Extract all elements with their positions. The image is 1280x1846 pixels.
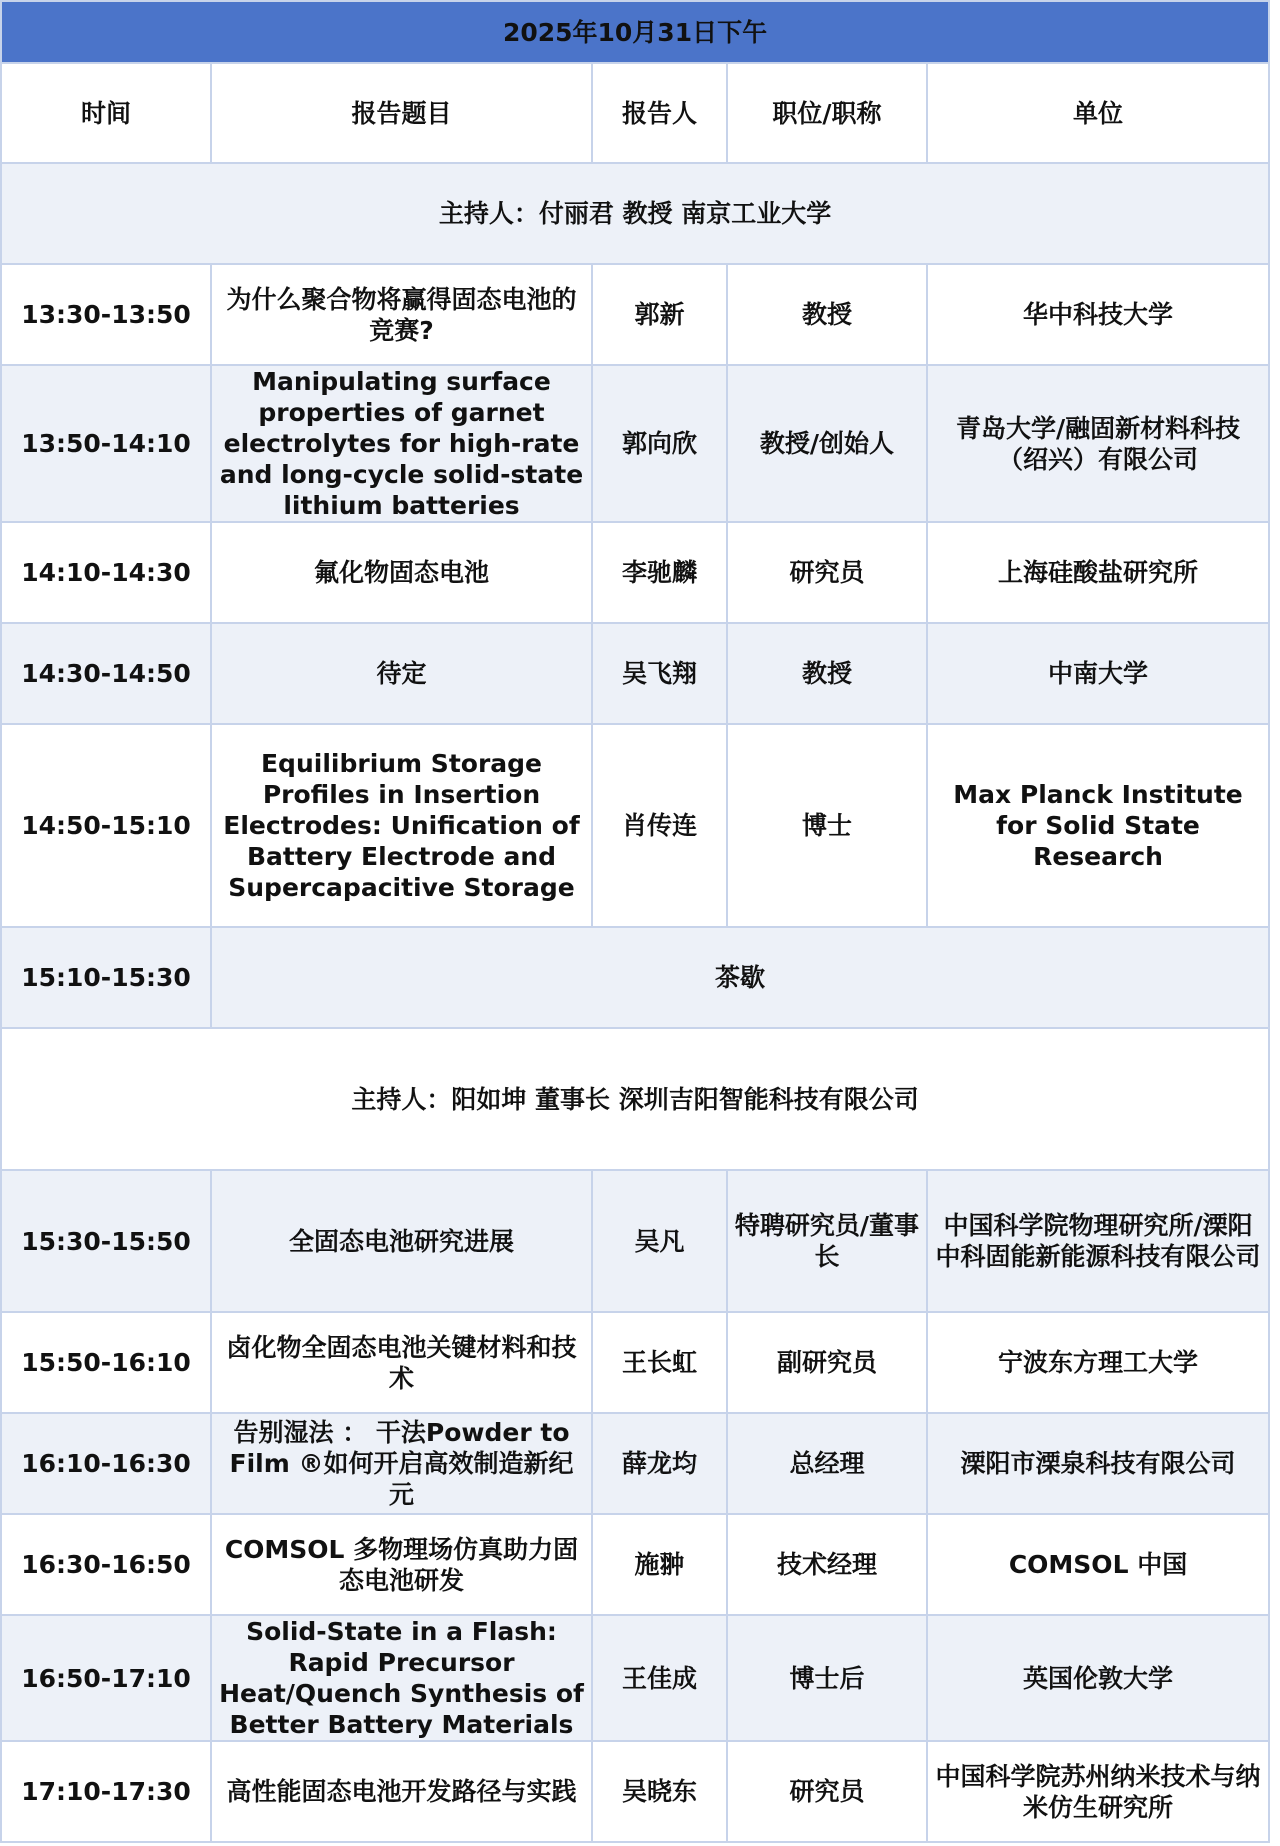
position-cell: 博士 xyxy=(727,724,927,927)
organization-cell: Max Planck Institute for Solid State Research xyxy=(927,724,1269,927)
header-row xyxy=(1,63,1269,163)
topic-cell: 卤化物全固态电池关键材料和技术 xyxy=(211,1312,592,1413)
speaker-cell: 吴晓东 xyxy=(592,1741,727,1842)
position-cell: 博士后 xyxy=(727,1615,927,1741)
topic-cell: 待定 xyxy=(211,623,592,724)
organization-cell: 青岛大学/融固新材料科技（绍兴）有限公司 xyxy=(927,365,1269,522)
position-cell: 总经理 xyxy=(727,1413,927,1514)
topic-cell: 高性能固态电池开发路径与实践 xyxy=(211,1741,592,1842)
speaker-cell: 吴飞翔 xyxy=(592,623,727,724)
time-cell: 13:30-13:50 xyxy=(1,264,211,365)
speaker-cell: 施翀 xyxy=(592,1514,727,1615)
table-row xyxy=(1,365,1269,522)
topic-cell: 为什么聚合物将赢得固态电池的竞赛? xyxy=(211,264,592,365)
time-cell: 16:30-16:50 xyxy=(1,1514,211,1615)
header-position: 职位/职称 xyxy=(727,63,927,163)
break-label: 茶歇 xyxy=(211,927,1269,1028)
organization-cell: 宁波东方理工大学 xyxy=(927,1312,1269,1413)
speaker-cell: 薛龙均 xyxy=(592,1413,727,1514)
time-cell: 14:50-15:10 xyxy=(1,724,211,927)
organization-cell: 中南大学 xyxy=(927,623,1269,724)
organization-cell: 中国科学院物理研究所/溧阳中科固能新能源科技有限公司 xyxy=(927,1170,1269,1312)
position-cell: 研究员 xyxy=(727,1741,927,1842)
organization-cell: 溧阳市溧泉科技有限公司 xyxy=(927,1413,1269,1514)
position-cell: 教授 xyxy=(727,264,927,365)
header-topic: 报告题目 xyxy=(211,63,592,163)
time-cell: 14:10-14:30 xyxy=(1,522,211,623)
topic-cell: COMSOL 多物理场仿真助力固态电池研发 xyxy=(211,1514,592,1615)
topic-cell: 氟化物固态电池 xyxy=(211,522,592,623)
time-cell: 16:10-16:30 xyxy=(1,1413,211,1514)
topic-cell: 告别湿法 ： 干法Powder to Film ®如何开启高效制造新纪元 xyxy=(211,1413,592,1514)
topic-cell: Equilibrium Storage Profiles in Insertion Electrodes: Unification of Battery Electrode and Supercapacitive Storage xyxy=(211,724,592,927)
speaker-cell: 肖传连 xyxy=(592,724,727,927)
topic-cell: 全固态电池研究进展 xyxy=(211,1170,592,1312)
position-cell: 副研究员 xyxy=(727,1312,927,1413)
table-row xyxy=(1,264,1269,365)
table-row xyxy=(1,1514,1269,1615)
speaker-cell: 王佳成 xyxy=(592,1615,727,1741)
time-cell: 15:50-16:10 xyxy=(1,1312,211,1413)
table-row xyxy=(1,1413,1269,1514)
position-cell: 特聘研究员/董事长 xyxy=(727,1170,927,1312)
time-cell: 16:50-17:10 xyxy=(1,1615,211,1741)
organization-cell: 华中科技大学 xyxy=(927,264,1269,365)
time-cell: 13:50-14:10 xyxy=(1,365,211,522)
table-row xyxy=(1,1615,1269,1741)
topic-cell: Manipulating surface properties of garnet electrolytes for high-rate and long-cycle solid-state lithium batteries xyxy=(211,365,592,522)
header-speaker: 报告人 xyxy=(592,63,727,163)
organization-cell: 中国科学院苏州纳米技术与纳米仿生研究所 xyxy=(927,1741,1269,1842)
table-row xyxy=(1,623,1269,724)
time-cell: 14:30-14:50 xyxy=(1,623,211,724)
table-row xyxy=(1,1741,1269,1842)
position-cell: 技术经理 xyxy=(727,1514,927,1615)
session-chair: 主持人：阳如坤 董事长 深圳吉阳智能科技有限公司 xyxy=(1,1028,1269,1170)
table-row xyxy=(1,522,1269,623)
time-cell: 17:10-17:30 xyxy=(1,1741,211,1842)
time-cell: 15:30-15:50 xyxy=(1,1170,211,1312)
speaker-cell: 郭新 xyxy=(592,264,727,365)
speaker-cell: 王长虹 xyxy=(592,1312,727,1413)
topic-cell: Solid-State in a Flash: Rapid Precursor Heat/Quench Synthesis of Better Battery Materials xyxy=(211,1615,592,1741)
position-cell: 教授/创始人 xyxy=(727,365,927,522)
title-row xyxy=(1,1,1269,63)
break-time: 15:10-15:30 xyxy=(1,927,211,1028)
schedule-title: 2025年10月31日下午 xyxy=(1,1,1269,63)
position-cell: 教授 xyxy=(727,623,927,724)
table-row xyxy=(1,1170,1269,1312)
table-row xyxy=(1,724,1269,927)
speaker-cell: 李驰麟 xyxy=(592,522,727,623)
organization-cell: COMSOL 中国 xyxy=(927,1514,1269,1615)
session-chair-row xyxy=(1,163,1269,264)
session-chair: 主持人：付丽君 教授 南京工业大学 xyxy=(1,163,1269,264)
speaker-cell: 吴凡 xyxy=(592,1170,727,1312)
header-time: 时间 xyxy=(1,63,211,163)
organization-cell: 上海硅酸盐研究所 xyxy=(927,522,1269,623)
speaker-cell: 郭向欣 xyxy=(592,365,727,522)
position-cell: 研究员 xyxy=(727,522,927,623)
table-row xyxy=(1,1312,1269,1413)
header-organization: 单位 xyxy=(927,63,1269,163)
session-chair-row xyxy=(1,1028,1269,1170)
organization-cell: 英国伦敦大学 xyxy=(927,1615,1269,1741)
break-row xyxy=(1,927,1269,1028)
